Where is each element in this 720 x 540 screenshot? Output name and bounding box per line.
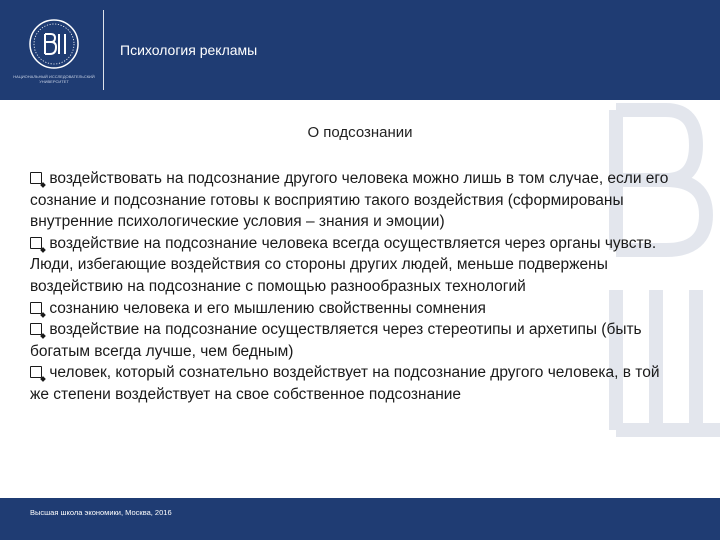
- logo-caption: НАЦИОНАЛЬНЫЙ ИССЛЕДОВАТЕЛЬСКИЙ УНИВЕРСИТЕТ: [13, 74, 95, 84]
- list-item: [30, 362, 680, 405]
- list-item-text: воздействие на подсознание человека всегда осуществляется через органы чувств. Люди, избегающие воздействия со стороны других людей, меньше подвержены воздействию на подсознание с помощью разнообразных технологий: [30, 234, 657, 295]
- list-item: [30, 319, 680, 362]
- bullet-list: [30, 168, 680, 406]
- checkbox-bullet-icon: [30, 172, 42, 184]
- header-title: Психология рекламы: [120, 42, 258, 58]
- footer-text: Высшая школа экономики, Москва, 2016: [30, 508, 172, 517]
- checkbox-bullet-icon: [30, 366, 42, 378]
- list-item: [30, 298, 680, 320]
- header-divider: [103, 10, 104, 90]
- footer-bar: [0, 498, 720, 540]
- list-item: [30, 168, 680, 233]
- checkbox-bullet-icon: [30, 302, 42, 314]
- header-bar: [0, 0, 720, 100]
- list-item-text: сознанию человека и его мышлению свойственны сомнения: [49, 299, 486, 317]
- list-item-text: воздействие на подсознание осуществляется через стереотипы и архетипы (быть богатым всегда лучше, чем бедным): [30, 321, 642, 360]
- slide-title: О подсознании: [307, 124, 413, 141]
- list-item-text: воздействовать на подсознание другого человека можно лишь в том случае, если его сознание и подсознание готовы к восприятию такого воздействия (сформированы внутренние психологические условия – знания и эмоции): [30, 170, 669, 231]
- list-item-text: человек, который сознательно воздействует на подсознание другого человека, в той же степени воздействует на свое собственное подсознание: [30, 364, 660, 403]
- list-item: [30, 233, 680, 298]
- checkbox-bullet-icon: [30, 237, 42, 249]
- checkbox-bullet-icon: [30, 323, 42, 335]
